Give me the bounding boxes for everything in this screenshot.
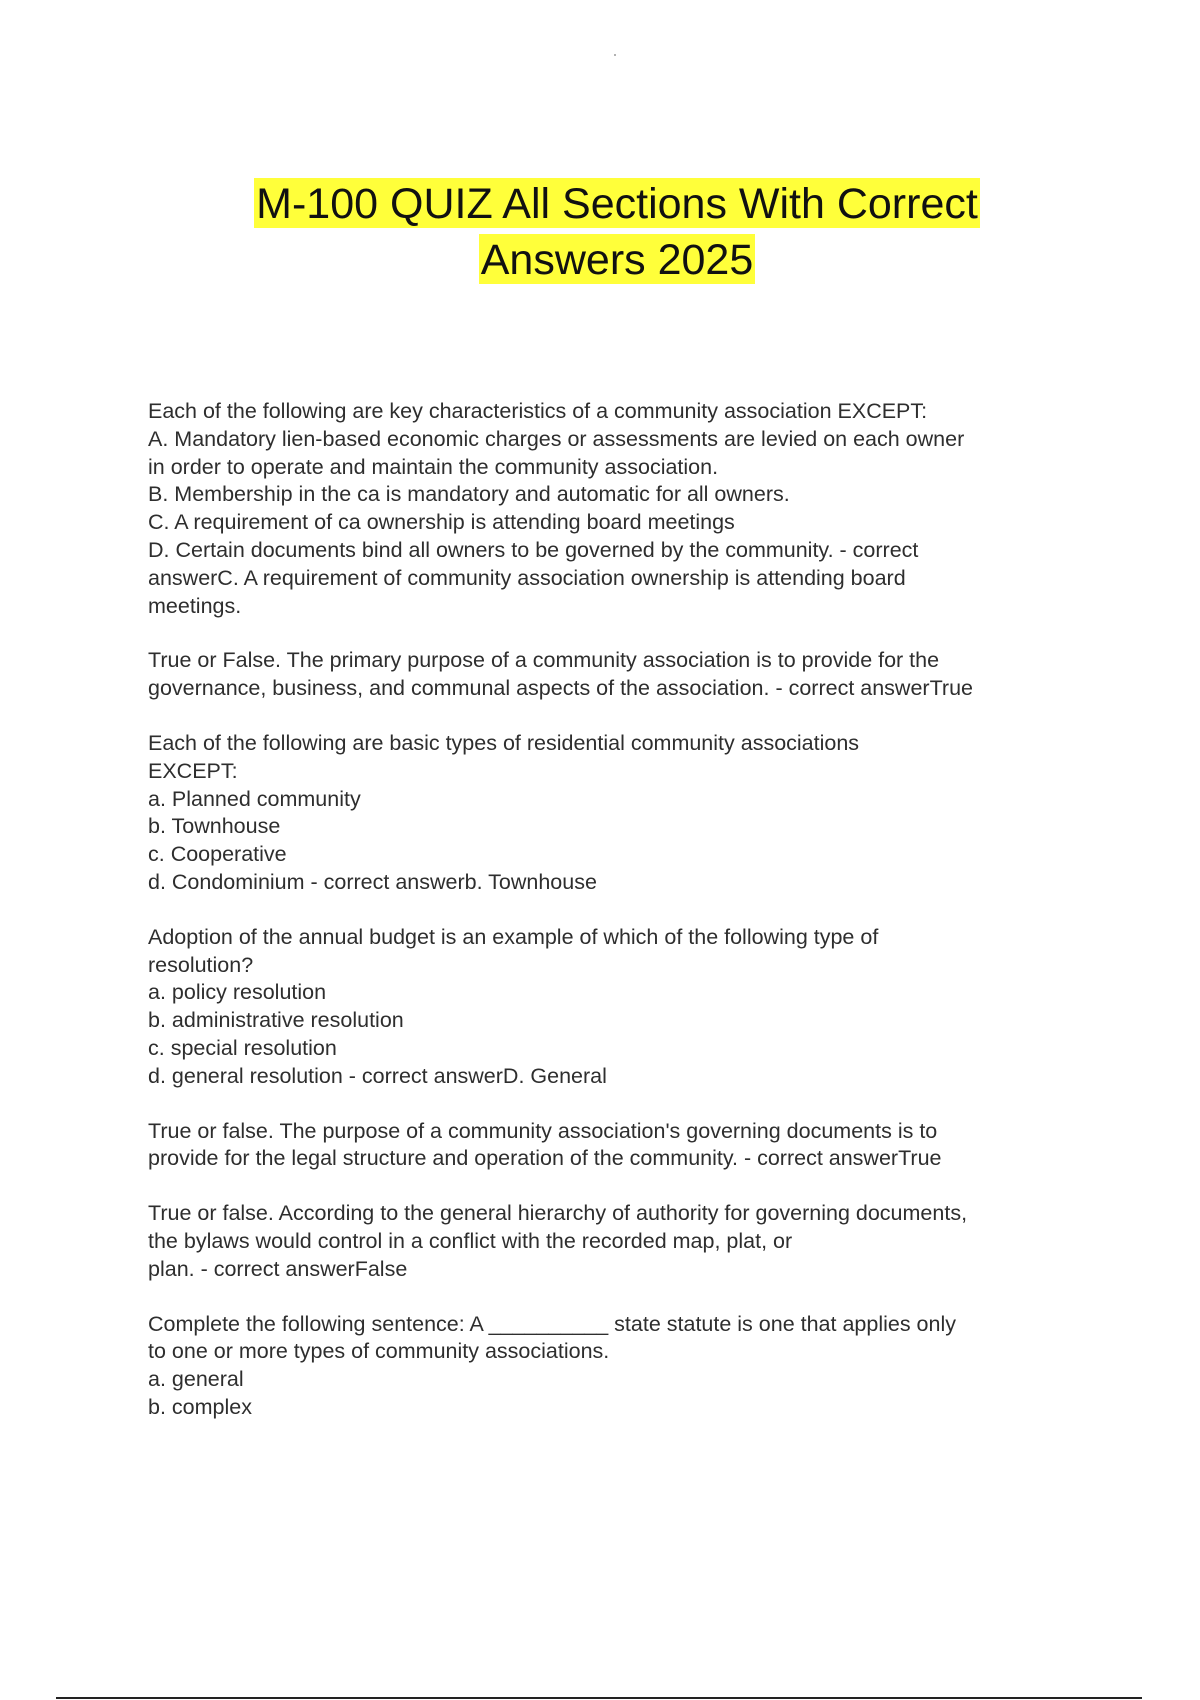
question-line: resolution? — [148, 952, 254, 977]
option-line: A. Mandatory lien-based economic charges or assessments are levied on each owner — [148, 426, 965, 451]
option-line: a. Planned community — [148, 786, 361, 811]
option-line: c. Cooperative — [148, 842, 287, 867]
question-line: Complete the following sentence: A __________ state statute is one that applies only — [148, 1311, 957, 1336]
option-line: a. general — [148, 1367, 244, 1392]
question-line: EXCEPT: — [148, 758, 238, 783]
question-block-7 — [148, 1311, 1093, 1422]
question-line: True or false. According to the general hierarchy of authority for governing documents, — [148, 1201, 968, 1226]
option-line: D. Certain documents bind all owners to be governed by the community. - correct — [148, 537, 919, 562]
title-line-2: Answers 2025 — [480, 236, 754, 284]
question-line: True or false. The purpose of a community association's governing documents is to — [148, 1118, 938, 1143]
question-block-2 — [148, 647, 1093, 703]
question-block-5 — [148, 1118, 1093, 1174]
option-line: b. complex — [148, 1394, 252, 1419]
question-block-6 — [148, 1200, 1093, 1283]
option-line: C. A requirement of ca ownership is attending board meetings — [148, 510, 735, 535]
option-line: B. Membership in the ca is mandatory and automatic for all owners. — [148, 482, 790, 507]
quiz-content — [148, 398, 1093, 1449]
scan-speck — [614, 54, 616, 56]
answer-line: answerC. A requirement of community association ownership is attending board — [148, 565, 906, 590]
answer-line: plan. - correct answerFalse — [148, 1256, 408, 1281]
question-block-1 — [148, 398, 1093, 620]
answer-line: d. Condominium - correct answerb. Townhouse — [148, 869, 597, 894]
question-block-4 — [148, 924, 1093, 1091]
answer-line: meetings. — [148, 593, 242, 618]
question-line: Each of the following are basic types of residential community associations — [148, 730, 860, 755]
option-line: a. policy resolution — [148, 980, 327, 1005]
option-line: b. administrative resolution — [148, 1008, 404, 1033]
question-line: True or False. The primary purpose of a community association is to provide for the — [148, 648, 940, 673]
option-line: in order to operate and maintain the community association. — [148, 454, 719, 479]
document-title — [100, 176, 1134, 288]
answer-line: d. general resolution - correct answerD. General — [148, 1063, 607, 1088]
title-line-1: M-100 QUIZ All Sections With Correct — [256, 180, 978, 228]
question-line: Adoption of the annual budget is an example of which of the following type of — [148, 924, 879, 949]
answer-line: provide for the legal structure and operation of the community. - correct answerTrue — [148, 1146, 942, 1171]
question-line: the bylaws would control in a conflict with the recorded map, plat, or — [148, 1228, 793, 1253]
option-line: c. special resolution — [148, 1035, 337, 1060]
option-line: b. Townhouse — [148, 814, 281, 839]
question-block-3 — [148, 730, 1093, 897]
question-line: to one or more types of community associations. — [148, 1339, 610, 1364]
answer-line: governance, business, and communal aspects of the association. - correct answerTrue — [148, 676, 973, 701]
question-line: Each of the following are key characteristics of a community association EXCEPT: — [148, 399, 928, 423]
footer-rule — [56, 1697, 1142, 1699]
